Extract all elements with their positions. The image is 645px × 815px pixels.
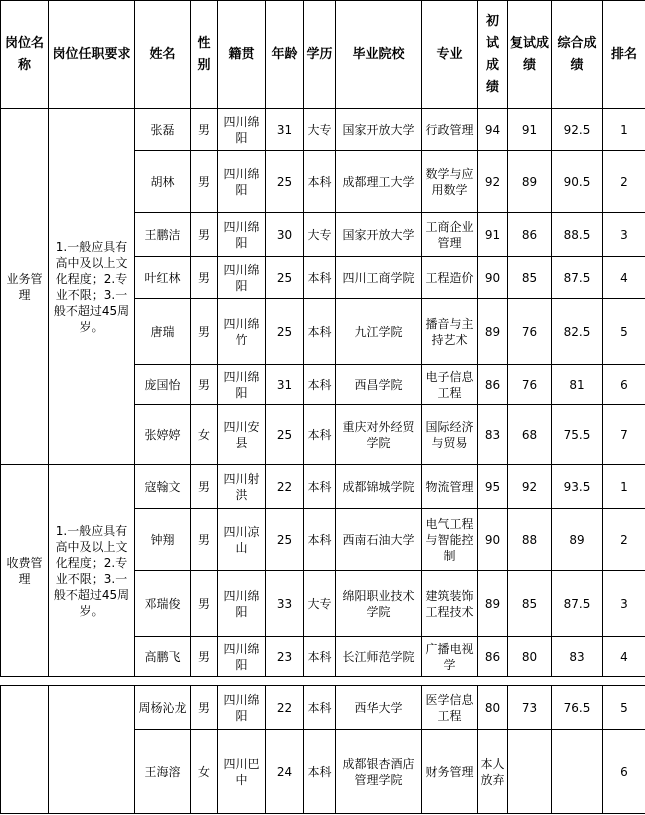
header-school: 毕业院校 — [336, 1, 422, 109]
total-score: 83 — [552, 637, 603, 677]
applicant-sex: 男 — [191, 299, 218, 365]
header-row — [1, 1, 645, 109]
position-name: 业务管理 — [1, 109, 49, 465]
page-break — [0, 677, 645, 685]
applicant-age: 31 — [266, 365, 304, 405]
applicant-age: 31 — [266, 109, 304, 151]
position-requirement: 1.一般应具有高中及以上文化程度；2.专业不限；3.一般不超过45周岁。 — [49, 465, 135, 677]
applicant-origin: 四川巴中 — [218, 730, 266, 814]
table-row — [1, 465, 645, 509]
applicant-origin: 四川绵竹 — [218, 299, 266, 365]
applicant-name: 高鹏飞 — [135, 637, 191, 677]
first-score: 90 — [478, 509, 508, 571]
applicant-origin: 四川绵阳 — [218, 686, 266, 730]
applicant-name: 王鹏洁 — [135, 213, 191, 257]
applicant-name: 叶红林 — [135, 257, 191, 299]
total-score: 93.5 — [552, 465, 603, 509]
applicant-education: 本科 — [304, 637, 336, 677]
applicant-education: 本科 — [304, 151, 336, 213]
applicant-sex: 男 — [191, 151, 218, 213]
second-score: 73 — [508, 686, 552, 730]
applicant-major: 医学信息工程 — [422, 686, 478, 730]
first-score: 95 — [478, 465, 508, 509]
applicant-sex: 男 — [191, 109, 218, 151]
rank: 4 — [603, 637, 645, 677]
applicant-origin: 四川绵阳 — [218, 257, 266, 299]
applicant-school: 重庆对外经贸学院 — [336, 405, 422, 465]
header-name: 姓名 — [135, 1, 191, 109]
total-score: 87.5 — [552, 257, 603, 299]
applicant-school: 长江师范学院 — [336, 637, 422, 677]
rank: 3 — [603, 213, 645, 257]
applicant-age: 24 — [266, 730, 304, 814]
applicant-origin: 四川绵阳 — [218, 213, 266, 257]
first-score: 92 — [478, 151, 508, 213]
applicant-education: 大专 — [304, 213, 336, 257]
header-position: 岗位名称 — [1, 1, 49, 109]
applicant-school: 国家开放大学 — [336, 109, 422, 151]
rank: 2 — [603, 151, 645, 213]
applicant-origin: 四川射洪 — [218, 465, 266, 509]
applicant-origin: 四川绵阳 — [218, 637, 266, 677]
applicant-age: 25 — [266, 151, 304, 213]
rank: 6 — [603, 730, 645, 814]
total-score: 82.5 — [552, 299, 603, 365]
rank: 1 — [603, 109, 645, 151]
header-age: 年龄 — [266, 1, 304, 109]
header-major: 专业 — [422, 1, 478, 109]
applicant-school: 成都锦城学院 — [336, 465, 422, 509]
header-origin: 籍贯 — [218, 1, 266, 109]
applicant-origin: 四川绵阳 — [218, 571, 266, 637]
rank: 6 — [603, 365, 645, 405]
applicant-sex: 男 — [191, 637, 218, 677]
applicant-age: 25 — [266, 299, 304, 365]
applicant-origin: 四川绵阳 — [218, 109, 266, 151]
position-requirement: 1.一般应具有高中及以上文化程度；2.专业不限；3.一般不超过45周岁。 — [49, 109, 135, 465]
applicant-school: 西华大学 — [336, 686, 422, 730]
second-score: 88 — [508, 509, 552, 571]
applicant-school: 国家开放大学 — [336, 213, 422, 257]
total-score: 89 — [552, 509, 603, 571]
position-requirement-continued — [49, 686, 135, 814]
applicant-name: 庞国怡 — [135, 365, 191, 405]
second-score: 92 — [508, 465, 552, 509]
applicant-major: 物流管理 — [422, 465, 478, 509]
first-score: 89 — [478, 571, 508, 637]
applicant-age: 33 — [266, 571, 304, 637]
first-score: 91 — [478, 213, 508, 257]
applicant-major: 行政管理 — [422, 109, 478, 151]
applicant-name: 王海溶 — [135, 730, 191, 814]
applicant-major: 电子信息工程 — [422, 365, 478, 405]
applicant-school: 成都理工大学 — [336, 151, 422, 213]
applicant-sex: 男 — [191, 465, 218, 509]
applicant-education: 大专 — [304, 571, 336, 637]
first-score: 94 — [478, 109, 508, 151]
first-score: 86 — [478, 637, 508, 677]
applicant-major: 数学与应用数学 — [422, 151, 478, 213]
applicant-education: 本科 — [304, 686, 336, 730]
header-requirement: 岗位任职要求 — [49, 1, 135, 109]
applicant-name: 周杨沁龙 — [135, 686, 191, 730]
applicant-education: 本科 — [304, 365, 336, 405]
first-score: 89 — [478, 299, 508, 365]
applicant-sex: 男 — [191, 571, 218, 637]
total-score: 92.5 — [552, 109, 603, 151]
header-second-score: 复试成绩 — [508, 1, 552, 109]
position-name: 收费管理 — [1, 465, 49, 677]
position-name-continued — [1, 686, 49, 814]
rank: 5 — [603, 299, 645, 365]
second-score: 76 — [508, 299, 552, 365]
total-score: 88.5 — [552, 213, 603, 257]
applicant-age: 30 — [266, 213, 304, 257]
second-score: 91 — [508, 109, 552, 151]
applicant-origin: 四川绵阳 — [218, 365, 266, 405]
applicant-school: 四川工商学院 — [336, 257, 422, 299]
applicant-name: 唐瑞 — [135, 299, 191, 365]
rank: 5 — [603, 686, 645, 730]
applicant-origin: 四川凉山 — [218, 509, 266, 571]
second-score: 80 — [508, 637, 552, 677]
applicant-origin: 四川绵阳 — [218, 151, 266, 213]
applicant-major: 工程造价 — [422, 257, 478, 299]
rank: 2 — [603, 509, 645, 571]
applicant-sex: 男 — [191, 213, 218, 257]
second-score: 76 — [508, 365, 552, 405]
second-score: 85 — [508, 571, 552, 637]
table-row — [1, 686, 645, 730]
second-score: 68 — [508, 405, 552, 465]
applicant-age: 25 — [266, 405, 304, 465]
rank: 4 — [603, 257, 645, 299]
applicant-age: 22 — [266, 465, 304, 509]
rank: 3 — [603, 571, 645, 637]
applicant-major: 建筑装饰工程技术 — [422, 571, 478, 637]
applicant-name: 寇翰文 — [135, 465, 191, 509]
table-row — [1, 109, 645, 151]
header-rank: 排名 — [603, 1, 645, 109]
first-score: 83 — [478, 405, 508, 465]
total-score: 87.5 — [552, 571, 603, 637]
total-score: 90.5 — [552, 151, 603, 213]
results-table-continued — [0, 685, 645, 814]
applicant-education: 本科 — [304, 730, 336, 814]
total-score: 76.5 — [552, 686, 603, 730]
applicant-major: 工商企业管理 — [422, 213, 478, 257]
first-score: 86 — [478, 365, 508, 405]
applicant-sex: 女 — [191, 405, 218, 465]
applicant-major: 电气工程与智能控制 — [422, 509, 478, 571]
rank: 1 — [603, 465, 645, 509]
second-score: 85 — [508, 257, 552, 299]
applicant-education: 本科 — [304, 257, 336, 299]
first-score: 80 — [478, 686, 508, 730]
applicant-major: 财务管理 — [422, 730, 478, 814]
header-education: 学历 — [304, 1, 336, 109]
applicant-sex: 男 — [191, 257, 218, 299]
applicant-major: 国际经济与贸易 — [422, 405, 478, 465]
applicant-major: 广播电视学 — [422, 637, 478, 677]
applicant-school: 西南石油大学 — [336, 509, 422, 571]
applicant-sex: 女 — [191, 730, 218, 814]
applicant-school: 西昌学院 — [336, 365, 422, 405]
applicant-origin: 四川安县 — [218, 405, 266, 465]
applicant-education: 本科 — [304, 465, 336, 509]
applicant-education: 本科 — [304, 299, 336, 365]
total-score: 75.5 — [552, 405, 603, 465]
total-score: 81 — [552, 365, 603, 405]
applicant-school: 九江学院 — [336, 299, 422, 365]
applicant-name: 邓瑞俊 — [135, 571, 191, 637]
first-score: 本人放弃 — [478, 730, 508, 814]
second-score: 89 — [508, 151, 552, 213]
applicant-age: 25 — [266, 257, 304, 299]
applicant-name: 张婷婷 — [135, 405, 191, 465]
applicant-school: 绵阳职业技术学院 — [336, 571, 422, 637]
applicant-education: 本科 — [304, 509, 336, 571]
applicant-major: 播音与主持艺术 — [422, 299, 478, 365]
header-sex: 性别 — [191, 1, 218, 109]
applicant-education: 本科 — [304, 405, 336, 465]
header-first-score: 初试成绩 — [478, 1, 508, 109]
rank: 7 — [603, 405, 645, 465]
applicant-age: 22 — [266, 686, 304, 730]
applicant-name: 钟翔 — [135, 509, 191, 571]
applicant-sex: 男 — [191, 509, 218, 571]
applicant-sex: 男 — [191, 365, 218, 405]
applicant-age: 25 — [266, 509, 304, 571]
applicant-age: 23 — [266, 637, 304, 677]
header-total-score: 综合成绩 — [552, 1, 603, 109]
applicant-education: 大专 — [304, 109, 336, 151]
second-score: 86 — [508, 213, 552, 257]
applicant-school: 成都银杏酒店管理学院 — [336, 730, 422, 814]
second-score — [508, 730, 552, 814]
applicant-name: 胡林 — [135, 151, 191, 213]
applicant-name: 张磊 — [135, 109, 191, 151]
first-score: 90 — [478, 257, 508, 299]
applicant-sex: 男 — [191, 686, 218, 730]
total-score — [552, 730, 603, 814]
